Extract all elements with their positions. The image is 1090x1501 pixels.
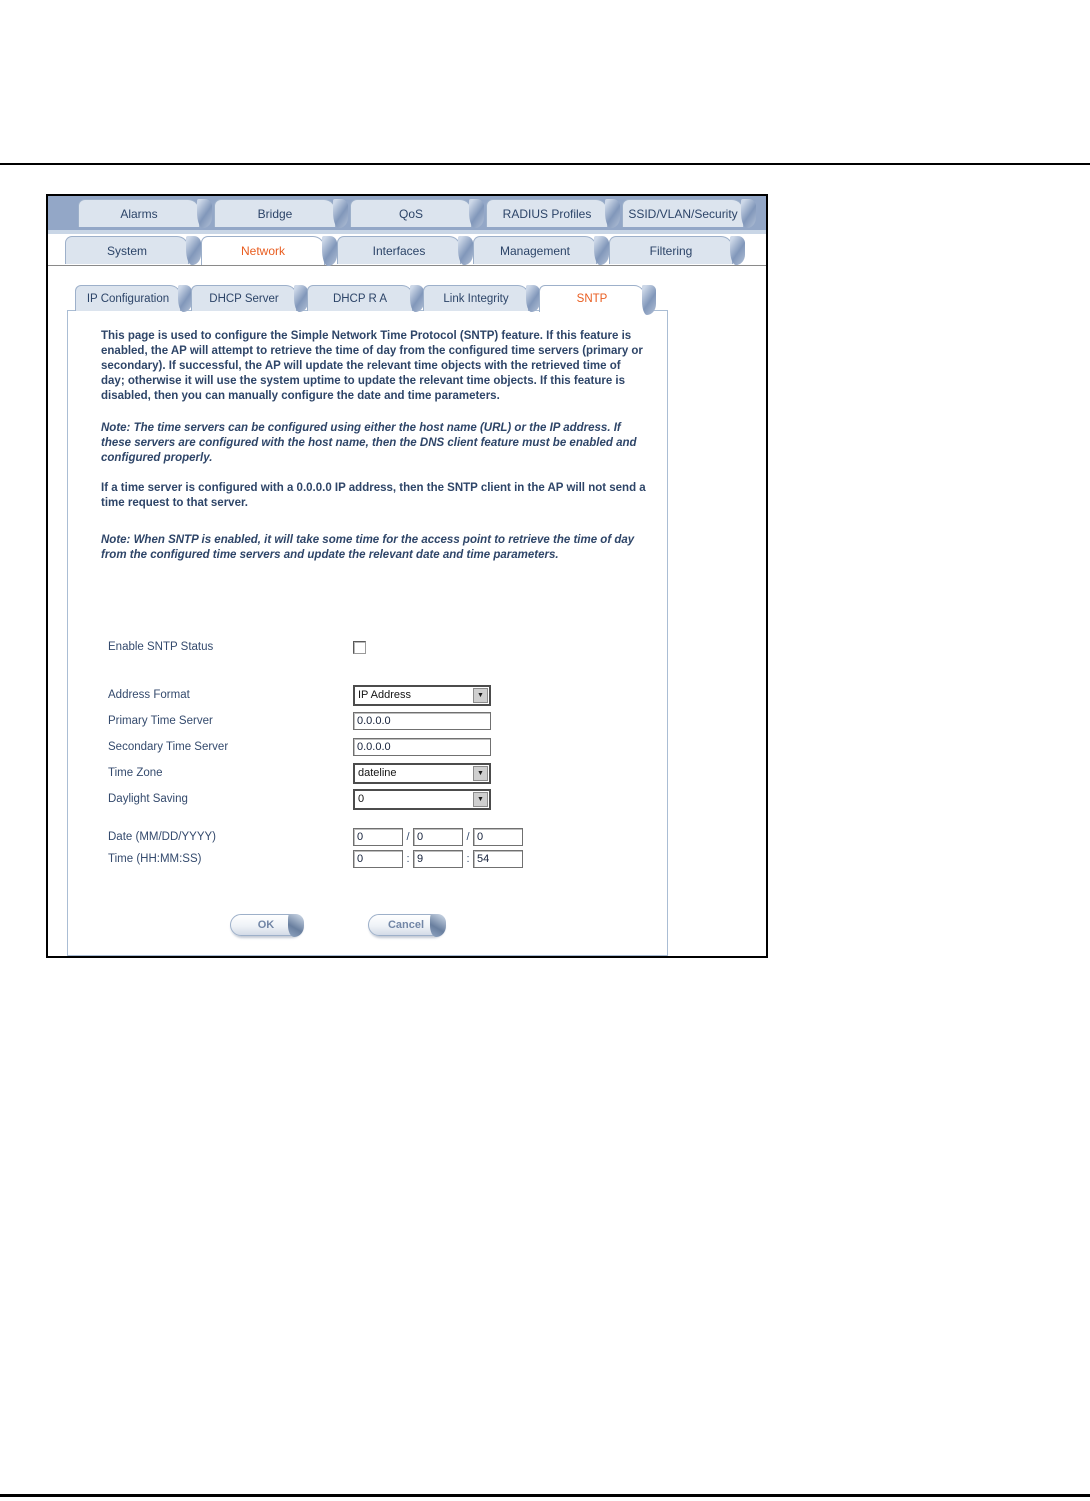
secondary-server-input[interactable] (353, 738, 491, 756)
top-tab-strip (48, 196, 766, 234)
subtab-ip-configuration-label: IP Configuration (86, 292, 170, 305)
chevron-down-icon[interactable]: ▼ (473, 792, 488, 807)
time-separator: : (406, 853, 410, 865)
date-separator: / (406, 831, 410, 843)
primary-server-label: Primary Time Server (108, 715, 213, 727)
tab-network-active[interactable] (201, 236, 325, 265)
tab-radius-profiles[interactable] (486, 199, 608, 227)
tab-swoosh (197, 199, 212, 228)
daylight-saving-select[interactable] (353, 789, 491, 810)
subtab-dhcp-server[interactable] (191, 285, 297, 311)
time-zone-label: Time Zone (108, 767, 163, 779)
tab-system[interactable] (65, 236, 189, 264)
tab-swoosh (333, 199, 348, 228)
tab-swoosh (730, 236, 745, 265)
time-zone-select[interactable] (353, 763, 491, 784)
enable-sntp-label: Enable SNTP Status (108, 641, 214, 653)
tab-management[interactable] (473, 236, 597, 264)
note-time-servers: Note: The time servers can be configured using either the host name (URL) or the IP address. If these servers are configured with the host name, then the DNS client feature must be enabled and configured properly. (101, 422, 637, 464)
time-row (101, 848, 643, 870)
tab-swoosh (458, 236, 473, 265)
tab-swoosh (741, 199, 756, 228)
subtab-link-integrity[interactable] (423, 285, 529, 311)
time-hour-input[interactable] (353, 850, 403, 868)
note-sntp-delay: Note: When SNTP is enabled, it will take some time for the access point to retrieve the time of day from the configured time servers and update the relevant date and time parameters. (101, 534, 635, 561)
cancel-button[interactable] (368, 914, 444, 936)
primary-server-row (101, 708, 643, 734)
secondary-server-label: Secondary Time Server (108, 741, 229, 753)
primary-server-input[interactable] (353, 712, 491, 730)
action-buttons (230, 914, 643, 936)
cancel-button-label: Cancel (387, 919, 425, 931)
daylight-saving-label: Daylight Saving (108, 793, 188, 805)
date-month-input[interactable] (353, 828, 403, 846)
date-day-input[interactable] (413, 828, 463, 846)
time-zone-row (101, 760, 643, 786)
enable-sntp-checkbox[interactable] (353, 641, 366, 654)
tab-swoosh (410, 285, 424, 312)
time-second-input[interactable] (473, 850, 523, 868)
main-tab-row (48, 234, 766, 266)
subtab-dhcp-ra-label: DHCP R A (332, 292, 388, 305)
tab-bridge[interactable] (214, 199, 336, 227)
tab-ssid-vlan-security-label: SSID/VLAN/Security (628, 206, 738, 221)
sntp-config-screenshot (46, 194, 768, 958)
page-header-rule (0, 163, 1090, 165)
daylight-saving-value: 0 (358, 793, 365, 805)
ok-button-label: OK (257, 919, 275, 931)
subtab-link-integrity-label: Link Integrity (443, 292, 509, 305)
daylight-saving-row (101, 786, 643, 812)
subtab-ip-configuration[interactable] (75, 285, 181, 311)
tab-system-label: System (106, 243, 147, 258)
date-separator: / (466, 831, 470, 843)
tab-swoosh (322, 236, 337, 266)
time-zone-value: dateline (358, 767, 397, 779)
date-row (101, 826, 643, 848)
tab-swoosh (186, 236, 201, 265)
subtab-sntp-label: SNTP (576, 293, 608, 305)
tab-radius-profiles-label: RADIUS Profiles (502, 206, 592, 221)
chevron-down-icon[interactable]: ▼ (473, 688, 488, 703)
tab-swoosh (605, 199, 620, 228)
zero-ip-paragraph: If a time server is configured with a 0.0.0.0 IP address, then the SNTP client in the AP will not send a time request to that server. (101, 482, 646, 509)
tab-swoosh (469, 199, 484, 228)
tab-network-label: Network (240, 244, 285, 258)
address-format-label: Address Format (108, 689, 190, 701)
ok-button[interactable] (230, 914, 302, 936)
tab-interfaces[interactable] (337, 236, 461, 264)
tab-qos[interactable] (350, 199, 472, 227)
tab-filtering-label: Filtering (649, 243, 693, 258)
address-format-row (101, 682, 643, 708)
tab-alarms[interactable] (78, 199, 200, 227)
time-separator: : (466, 853, 470, 865)
tab-swoosh (594, 236, 609, 265)
date-year-input[interactable] (473, 828, 523, 846)
tab-qos-label: QoS (398, 206, 423, 221)
tab-management-label: Management (499, 243, 571, 258)
address-format-select[interactable] (353, 685, 491, 706)
subtab-dhcp-server-label: DHCP Server (209, 292, 279, 305)
tab-filtering[interactable] (609, 236, 733, 264)
sntp-form (101, 639, 643, 936)
sntp-panel (67, 310, 668, 956)
tab-interfaces-label: Interfaces (372, 243, 426, 258)
date-label: Date (MM/DD/YYYY) (108, 831, 216, 843)
tab-swoosh (526, 285, 540, 312)
intro-paragraph: This page is used to configure the Simple Network Time Protocol (SNTP) feature. If this feature is enabled, the AP will attempt to retrieve the time of day from the configured time servers (primary or secondary). If successful, the AP will update the relevant time objects with the retrieved time of day; otherwise it will use the system uptime to update the relevant time objects. If this feature is disabled, then you can manually configure the date and time parameters. (101, 330, 643, 402)
address-format-value: IP Address (358, 689, 411, 701)
tab-swoosh (178, 285, 192, 312)
chevron-down-icon[interactable]: ▼ (473, 766, 488, 781)
subtab-dhcp-ra[interactable] (307, 285, 413, 311)
page-footer-rule (0, 1494, 1090, 1497)
tab-ssid-vlan-security[interactable] (622, 199, 744, 227)
tab-swoosh (294, 285, 308, 312)
sub-tab-row (75, 285, 766, 311)
tab-swoosh (642, 285, 656, 315)
time-minute-input[interactable] (413, 850, 463, 868)
subtab-sntp-active[interactable] (539, 285, 645, 312)
tab-bridge-label: Bridge (257, 206, 293, 221)
secondary-server-row (101, 734, 643, 760)
enable-sntp-row (101, 639, 643, 655)
tab-alarms-label: Alarms (120, 206, 158, 221)
time-label: Time (HH:MM:SS) (108, 853, 202, 865)
